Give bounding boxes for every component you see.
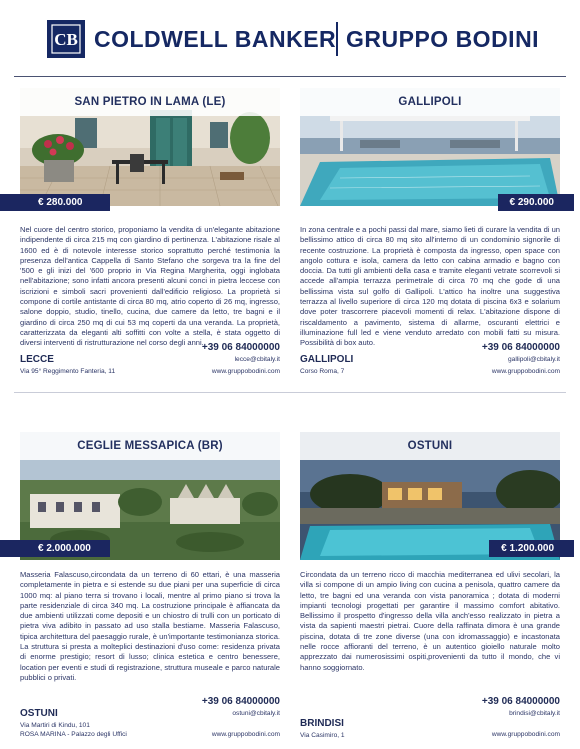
brand-divider bbox=[336, 22, 338, 56]
listing-price: € 2.000.000 bbox=[0, 540, 110, 557]
office-address: Via 95° Reggimento Fanteria, 11 bbox=[20, 368, 116, 375]
page-header bbox=[0, 0, 580, 76]
listing-photo[interactable] bbox=[20, 88, 280, 206]
cb-monogram-icon bbox=[51, 24, 81, 54]
agency-name: GRUPPO BODINI bbox=[346, 26, 540, 52]
office-city: OSTUNI bbox=[20, 708, 58, 719]
svg-text:CB: CB bbox=[54, 30, 78, 49]
office-city: GALLIPOLI bbox=[300, 354, 354, 365]
listing-description: Circondata da un terreno ricco di macchia mediterranea ed ulivi secolari, la villa si compone di un ampio living con cucina a penisola, quattro camere da letto, tre bagni ed una veranda con vista panoramica ; dotata di moderni impianti tecnologi progettati per garantire il massimo comfort abitativo. Bellissimo il prospetto d'ingresso della villa anch'esso realizzato in pietra a vista da sapienti maestri pietrai. Cuore della raffinata dimora è una grande piscina, dotata di tre zone diverse (una con idromassaggio) e incastonata nelle rocce affioranti del terreno, è un autentico gioiello naturale molto apprezzato dai numerosissimi ospiti,provenienti da tutto il mondo, che vi hanno soggiornato. bbox=[300, 570, 560, 672]
office-city: BRINDISI bbox=[300, 718, 344, 729]
office-city: LECCE bbox=[20, 354, 54, 365]
office-footer bbox=[300, 342, 560, 382]
listing-title: OSTUNI bbox=[300, 432, 560, 460]
brand-name: COLDWELL BANKER bbox=[94, 26, 337, 52]
listing-card[interactable] bbox=[300, 432, 560, 748]
office-address: Via Martiri di Kindu, 101 bbox=[20, 722, 90, 729]
office-footer bbox=[20, 342, 280, 382]
listing-title: CEGLIE MESSAPICA (BR) bbox=[20, 432, 280, 460]
office-footer bbox=[300, 696, 560, 739]
office-address: Corso Roma, 7 bbox=[300, 368, 345, 375]
office-email[interactable]: ostuni@cbitaly.it bbox=[232, 710, 280, 717]
office-email[interactable]: brindisi@cbitaly.it bbox=[509, 710, 560, 717]
office-address: Via Casimiro, 1 bbox=[300, 732, 345, 739]
listing-title: GALLIPOLI bbox=[300, 88, 560, 116]
listing-card[interactable] bbox=[20, 432, 280, 748]
office-email[interactable]: gallipoli@cbitaly.it bbox=[507, 356, 560, 363]
office-phone[interactable]: +39 06 84000000 bbox=[481, 696, 560, 707]
office-website[interactable]: www.gruppobodini.com bbox=[211, 368, 280, 375]
listing-card[interactable] bbox=[300, 88, 560, 388]
office-website[interactable]: www.gruppobodini.com bbox=[211, 731, 280, 738]
listing-title: SAN PIETRO IN LAMA (LE) bbox=[20, 88, 280, 116]
listing-description: Masseria Falascuso,circondata da un terreno di 60 ettari, è una masseria completamente in pietra e si estende su due piani per una superficie di circa 1000 mq: al piano terra si trovano i locali, mentre al primo piano si trova la parte residenziale di circa 340 mq. La costruzione principale è affiancata da due ambienti utilizzati come depositi e un chiostro di trulli con un porticato di pietra viva adibito in passato ad uso stalla bestiame. Masseria Falascuso, tipica architettura del paesaggio rurale, è un'importante testimonianza storica. La struttura si presta a molteplici destinazioni d'uso come: residenza privata di enorme prestigio; resort di lusso; clinica estetica e centro benessere, location per eventi e studi di registrazione, struttura museale e parco naturale pubblici o privati. bbox=[20, 570, 280, 682]
office-phone[interactable]: +39 06 84000000 bbox=[201, 342, 280, 353]
header-rule bbox=[14, 76, 566, 77]
office-email[interactable]: lecce@cbitaly.it bbox=[234, 356, 280, 363]
listing-price: € 280.000 bbox=[0, 194, 110, 211]
office-footer bbox=[20, 696, 280, 736]
listing-card[interactable] bbox=[20, 88, 280, 388]
listing-description: In zona centrale e a pochi passi dal mare, siamo lieti di curare la vendita di un bellissimo attico di circa 80 mq sito all'interno di un condominio signorile di recente costruzione. La proprietà è composta da ingresso, open space con angolo cottura e isola, camera da letto con cabina armadio e bagno con doccia. Da tutti gli ambienti della casa e tramite eleganti vetrate scorrevoli si accede all'ampia terrazza perimetrale di circa 70 mq che gode di una bellissima vista sul golfo di Gallipoli. L'attico ha inoltre una suggestiva terrazza al livello superiore di circa 120 mq dotata di piscina 6x3 e solarium dove poter trascorrere piacevoli momenti di relax. L'abitazione dispone di riscaldamento a pavimento, sistema di allarme, oscuranti elettrici e illuminazione full led e viene venduto arredato con mobili fatti su misura. Possibilità di box auto. bbox=[300, 225, 560, 348]
section-divider bbox=[14, 392, 566, 393]
office-website[interactable]: www.gruppobodini.com bbox=[491, 368, 560, 375]
listing-price: € 290.000 bbox=[498, 194, 575, 211]
office-phone[interactable]: +39 06 84000000 bbox=[481, 342, 560, 353]
listing-price: € 1.200.000 bbox=[489, 540, 574, 557]
listing-description: Nel cuore del centro storico, proponiamo la vendita di un'elegante abitazione indipendente di circa 215 mq con giardino di pertinenza. L'abitazione risale al 1600 ed è di notevole interesse storico soprattutto perché testimonia la presenza dell'antica Cappella di Santo Stefano che sorgeva tra la fine del '500 e gli inizi del '600 proprio in Via Regina Margherita, oggi inglobata nell'abitazione; sono infatti ancora presenti alcuni conci in pietra leccese con iscrizioni e simboli sacri provenienti dall'edificio religioso. La proprietà si compone di cortile antistante di circa 80 mq, atrio coperto di 26 mq, ingresso, salone doppio, studio, tinello, cucina, due camere da letto, tre bagni e il giardino di circa 250 mq di cui 53 mq coperti da una veranda. La proprietà, caratterizzata da eleganti alti soffitti con volte a stella, è stata oggetto di diversi interventi di ristrutturazione nel corso degli anni. bbox=[20, 225, 280, 348]
office-website[interactable]: www.gruppobodini.com bbox=[491, 731, 560, 738]
listing-photo[interactable] bbox=[300, 88, 560, 206]
office-phone[interactable]: +39 06 84000000 bbox=[201, 696, 280, 707]
office-address-secondary: ROSA MARINA - Palazzo degli Uffici bbox=[20, 731, 127, 738]
coldwell-banker-logo bbox=[47, 20, 85, 58]
